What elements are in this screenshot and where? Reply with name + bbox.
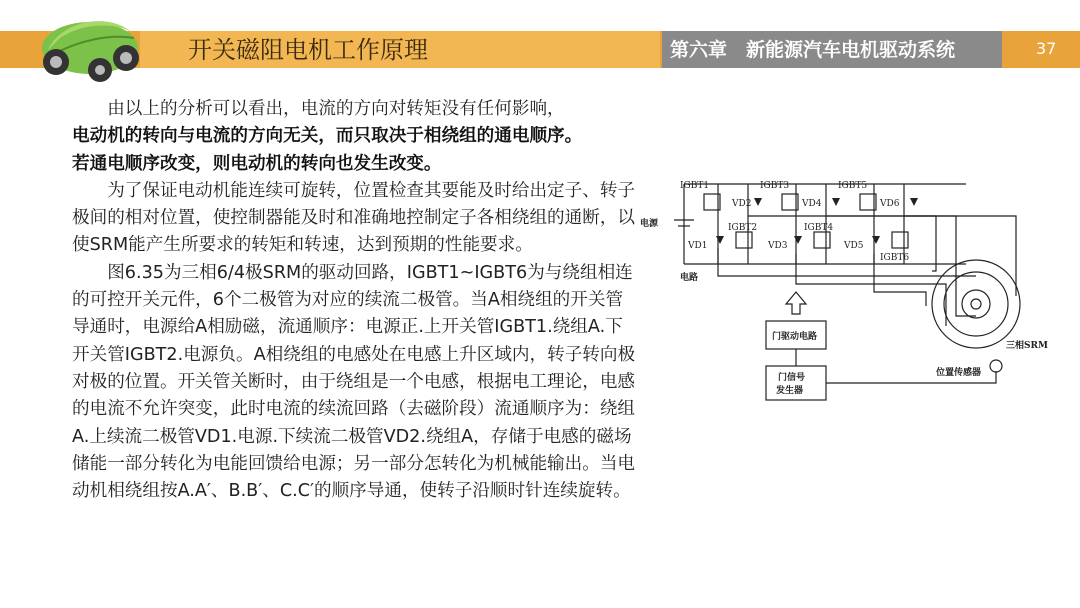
vd2-label: VD2 bbox=[732, 199, 752, 209]
body-text bbox=[72, 96, 638, 505]
igbt3-label: IGBT3 bbox=[760, 181, 790, 191]
igbt6-label: IGBT6 bbox=[880, 253, 910, 263]
gate-signal-label-1: 门信号 bbox=[778, 373, 806, 383]
motor-label: 三相SRM bbox=[1006, 341, 1048, 351]
vd3-label: VD3 bbox=[768, 241, 788, 251]
chapter-title: 第六章 新能源汽车电机驱动系统 bbox=[670, 39, 956, 61]
igbt1-label: IGBT1 bbox=[680, 181, 710, 191]
srm-drive-circuit-diagram bbox=[636, 176, 1056, 406]
gate-driver-label: 门驱动电路 bbox=[772, 332, 818, 342]
vd4-label: VD4 bbox=[802, 199, 822, 209]
circuit-label: 电路 bbox=[680, 273, 699, 283]
igbt5-label: IGBT5 bbox=[838, 181, 868, 191]
vd6-label: VD6 bbox=[880, 199, 900, 209]
vd5-label: VD5 bbox=[844, 241, 864, 251]
paragraph-1-line-1: 由以上的分析可以看出，电流的方向对转矩没有任何影响， bbox=[107, 99, 565, 119]
paragraph-1-bold-1: 电动机的转向与电流的方向无关，而只取决于相绕组的通电顺序。 bbox=[72, 126, 583, 147]
position-sensor-label: 位置传感器 bbox=[936, 368, 982, 378]
green-car-logo bbox=[30, 4, 145, 88]
vd1-label: VD1 bbox=[688, 241, 708, 251]
gate-signal-label-2: 发生器 bbox=[776, 386, 804, 396]
power-label: 电源 bbox=[640, 219, 659, 229]
igbt4-label: IGBT4 bbox=[804, 223, 834, 233]
paragraph-1-bold-2: 若通电顺序改变，则电动机的转向也发生改变。 bbox=[72, 153, 442, 174]
paragraph-2: 为了保证电动机能连续可旋转，位置检查其要能及时给出定子、转子极间的相对位置，使控制器能及时和准确地控制定子各相绕组的通断，以使SRM能产生所要求的转矩和转速，达到预期的性能要求。 bbox=[72, 180, 636, 256]
page-number: 37 bbox=[1036, 39, 1057, 58]
page-title: 开关磁阻电机工作原理 bbox=[188, 36, 428, 64]
igbt2-label: IGBT2 bbox=[728, 223, 758, 233]
paragraph-3: 图6.35为三相6/4极SRM的驱动回路，IGBT1~IGBT6为与绕组相连的可控开关元件，6个二极管为对应的续流二极管。当A相绕组的开关管导通时，电源给A相励磁，流通顺序：电源正.上开关管IGBT1.绕组A.下开关管IGBT2.电源负。A相绕组的电感处在电感上升区域内，转子转向极对极的位置。开关管关断时，由于绕组是一个电感，根据电工理论，电感的电流不允许突变，此时电流的续流回路（去磁阶段）流通顺序为：绕组A.上续流二极管VD1.电源.下续流二极管VD2.绕组A，存储于电感的磁场储能一部分转化为电能回馈给电源；另一部分怎转化为机械能输出。当电动机相绕组按A.A′、B.B′、C.C′的顺序导通，使转子沿顺时针连续旋转。 bbox=[72, 262, 636, 502]
